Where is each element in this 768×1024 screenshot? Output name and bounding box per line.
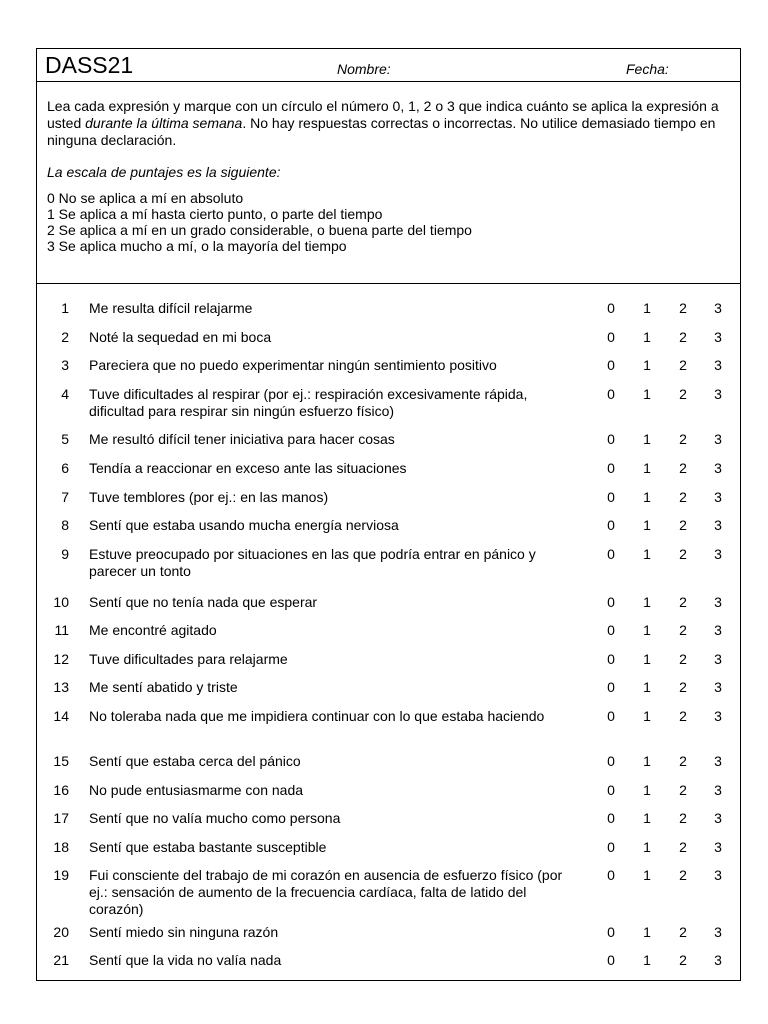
answer-option-3[interactable]: 3 bbox=[714, 753, 722, 769]
answer-option-1[interactable]: 1 bbox=[643, 329, 651, 345]
answer-option-0[interactable]: 0 bbox=[607, 622, 615, 638]
date-label: Fecha: bbox=[626, 61, 669, 77]
answer-option-0[interactable]: 0 bbox=[607, 329, 615, 345]
question-number: 5 bbox=[61, 431, 69, 447]
question-number: 13 bbox=[53, 679, 69, 695]
question-number: 1 bbox=[61, 300, 69, 316]
question-text: Sentí que estaba cerca del pánico bbox=[89, 753, 301, 769]
answer-option-2[interactable]: 2 bbox=[679, 594, 687, 610]
answer-option-2[interactable]: 2 bbox=[679, 460, 687, 476]
answer-option-2[interactable]: 2 bbox=[679, 924, 687, 940]
answer-option-1[interactable]: 1 bbox=[643, 839, 651, 855]
answer-option-3[interactable]: 3 bbox=[714, 810, 722, 826]
answer-option-1[interactable]: 1 bbox=[643, 867, 651, 883]
answer-option-0[interactable]: 0 bbox=[607, 839, 615, 855]
question-number: 3 bbox=[61, 357, 69, 373]
instructions bbox=[47, 98, 737, 254]
scale-title: La escala de puntajes es la siguiente: bbox=[47, 164, 281, 180]
answer-option-3[interactable]: 3 bbox=[714, 329, 722, 345]
answer-option-3[interactable]: 3 bbox=[714, 782, 722, 798]
question-text: Pareciera que no puedo experimentar ningún sentimiento positivo bbox=[89, 357, 497, 373]
answer-option-3[interactable]: 3 bbox=[714, 517, 722, 533]
question-number: 2 bbox=[61, 329, 69, 345]
answer-option-1[interactable]: 1 bbox=[643, 300, 651, 316]
question-number: 6 bbox=[61, 460, 69, 476]
answer-option-0[interactable]: 0 bbox=[607, 546, 615, 562]
answer-option-2[interactable]: 2 bbox=[679, 357, 687, 373]
answer-option-0[interactable]: 0 bbox=[607, 489, 615, 505]
question-text: Tuve dificultades para relajarme bbox=[89, 651, 288, 667]
answer-option-0[interactable]: 0 bbox=[607, 357, 615, 373]
question-text: Sentí que estaba bastante susceptible bbox=[89, 839, 327, 855]
answer-option-1[interactable]: 1 bbox=[643, 431, 651, 447]
scale-item: 0 No se aplica a mí en absoluto bbox=[47, 190, 244, 206]
question-text: Sentí miedo sin ninguna razón bbox=[89, 924, 279, 940]
answer-option-2[interactable]: 2 bbox=[679, 651, 687, 667]
question-text: Sentí que no tenía nada que esperar bbox=[89, 594, 318, 610]
answer-option-2[interactable]: 2 bbox=[679, 952, 687, 968]
question-number: 11 bbox=[54, 622, 69, 638]
section-divider bbox=[37, 283, 740, 284]
instructions-part-1: Lea cada expresión y marque con un círculo el número 0, 1, 2 o 3 que indica cuánto se aplica la expresión a usted bbox=[47, 98, 719, 131]
instructions-part-2: . No hay respuestas correctas o incorrectas. No utilice demasiado tiempo en ninguna declaración. bbox=[47, 115, 716, 148]
question-text: Me encontré agitado bbox=[89, 622, 217, 638]
answer-option-0[interactable]: 0 bbox=[607, 952, 615, 968]
answer-option-1[interactable]: 1 bbox=[643, 517, 651, 533]
answer-option-3[interactable]: 3 bbox=[714, 839, 722, 855]
answer-option-1[interactable]: 1 bbox=[643, 810, 651, 826]
question-text: No pude entusiasmarme con nada bbox=[89, 782, 304, 798]
answer-option-1[interactable]: 1 bbox=[643, 651, 651, 667]
answer-option-1[interactable]: 1 bbox=[643, 489, 651, 505]
answer-option-3[interactable]: 3 bbox=[714, 489, 722, 505]
answer-option-1[interactable]: 1 bbox=[643, 594, 651, 610]
answer-option-2[interactable]: 2 bbox=[679, 546, 687, 562]
answer-option-3[interactable]: 3 bbox=[714, 357, 722, 373]
question-number: 17 bbox=[53, 810, 69, 826]
question-text: Me resulta difícil relajarme bbox=[89, 300, 253, 316]
answer-option-0[interactable]: 0 bbox=[607, 924, 615, 940]
answer-option-1[interactable]: 1 bbox=[643, 924, 651, 940]
scale-list bbox=[47, 190, 737, 254]
answer-option-1[interactable]: 1 bbox=[643, 952, 651, 968]
answer-option-2[interactable]: 2 bbox=[679, 867, 687, 883]
question-number: 16 bbox=[53, 782, 69, 798]
form-title: DASS21 bbox=[45, 52, 134, 78]
question-number: 20 bbox=[53, 924, 69, 940]
answer-option-0[interactable]: 0 bbox=[607, 651, 615, 667]
question-number: 7 bbox=[61, 489, 69, 505]
name-label: Nombre: bbox=[337, 61, 391, 77]
answer-option-0[interactable]: 0 bbox=[607, 300, 615, 316]
scale-item: 2 Se aplica a mí en un grado considerable, o buena parte del tiempo bbox=[47, 222, 472, 238]
instructions-emphasis: durante la última semana bbox=[85, 115, 243, 131]
answer-option-2[interactable]: 2 bbox=[679, 753, 687, 769]
answer-option-3[interactable]: 3 bbox=[714, 867, 722, 883]
answer-option-3[interactable]: 3 bbox=[714, 924, 722, 940]
question-text: No toleraba nada que me impidiera continuar con lo que estaba haciendo bbox=[89, 708, 545, 724]
answer-option-1[interactable]: 1 bbox=[643, 386, 651, 402]
dass21-form bbox=[36, 48, 741, 981]
answer-option-1[interactable]: 1 bbox=[643, 782, 651, 798]
question-text: Tuve dificultades al respirar (por ej.: respiración excesivamente rápida, dificultad para respirar sin ningún esfuerzo físico) bbox=[89, 386, 528, 419]
answer-option-2[interactable]: 2 bbox=[679, 300, 687, 316]
scale-item: 3 Se aplica mucho a mí, o la mayoría del tiempo bbox=[47, 238, 347, 254]
answer-option-3[interactable]: 3 bbox=[714, 431, 722, 447]
scale-item: 1 Se aplica a mí hasta cierto punto, o parte del tiempo bbox=[47, 206, 383, 222]
answer-option-2[interactable]: 2 bbox=[679, 839, 687, 855]
question-text: Tendía a reaccionar en exceso ante las situaciones bbox=[89, 460, 407, 476]
answer-option-0[interactable]: 0 bbox=[607, 782, 615, 798]
question-number: 9 bbox=[61, 546, 69, 562]
answer-option-3[interactable]: 3 bbox=[714, 386, 722, 402]
question-number: 18 bbox=[53, 839, 69, 855]
answer-option-2[interactable]: 2 bbox=[679, 810, 687, 826]
question-text: Sentí que la vida no valía nada bbox=[89, 952, 282, 968]
question-number: 15 bbox=[53, 753, 69, 769]
answer-option-2[interactable]: 2 bbox=[679, 517, 687, 533]
question-text: Tuve temblores (por ej.: en las manos) bbox=[89, 489, 329, 505]
answer-option-3[interactable]: 3 bbox=[714, 679, 722, 695]
answer-option-3[interactable]: 3 bbox=[714, 460, 722, 476]
question-number: 10 bbox=[53, 594, 69, 610]
question-text: Fui consciente del trabajo de mi corazón en ausencia de esfuerzo físico (por ej.: sensación de aumento de la frecuencia cardíaca, falta de latido del corazón) bbox=[89, 867, 563, 917]
answer-option-1[interactable]: 1 bbox=[643, 622, 651, 638]
question-number: 4 bbox=[61, 386, 69, 402]
question-number: 14 bbox=[53, 708, 69, 724]
answer-option-3[interactable]: 3 bbox=[714, 651, 722, 667]
answer-option-1[interactable]: 1 bbox=[643, 460, 651, 476]
answer-option-0[interactable]: 0 bbox=[607, 517, 615, 533]
answer-option-1[interactable]: 1 bbox=[643, 708, 651, 724]
question-text: Me resultó difícil tener iniciativa para hacer cosas bbox=[89, 431, 395, 447]
question-text: Me sentí abatido y triste bbox=[89, 679, 238, 695]
question-number: 21 bbox=[53, 952, 69, 968]
answer-option-2[interactable]: 2 bbox=[679, 329, 687, 345]
answer-option-0[interactable]: 0 bbox=[607, 708, 615, 724]
question-number: 19 bbox=[53, 867, 69, 883]
question-number: 12 bbox=[53, 651, 69, 667]
answer-option-2[interactable]: 2 bbox=[679, 386, 687, 402]
question-text: Sentí que no valía mucho como persona bbox=[89, 810, 341, 826]
answer-option-0[interactable]: 0 bbox=[607, 386, 615, 402]
form-header bbox=[37, 49, 740, 82]
answer-option-0[interactable]: 0 bbox=[607, 810, 615, 826]
answer-option-0[interactable]: 0 bbox=[607, 594, 615, 610]
answer-option-2[interactable]: 2 bbox=[679, 622, 687, 638]
question-number: 8 bbox=[61, 517, 69, 533]
answer-option-3[interactable]: 3 bbox=[714, 952, 722, 968]
answer-option-1[interactable]: 1 bbox=[643, 546, 651, 562]
answer-option-1[interactable]: 1 bbox=[643, 679, 651, 695]
answer-option-2[interactable]: 2 bbox=[679, 782, 687, 798]
answer-option-1[interactable]: 1 bbox=[643, 357, 651, 373]
instructions-text bbox=[47, 98, 737, 149]
question-text: Noté la sequedad en mi boca bbox=[89, 329, 272, 345]
answer-option-2[interactable]: 2 bbox=[679, 679, 687, 695]
answer-option-0[interactable]: 0 bbox=[607, 867, 615, 883]
answer-option-3[interactable]: 3 bbox=[714, 594, 722, 610]
answer-option-3[interactable]: 3 bbox=[714, 708, 722, 724]
question-text: Estuve preocupado por situaciones en las que podría entrar en pánico y parecer un tonto bbox=[89, 546, 536, 579]
answer-option-2[interactable]: 2 bbox=[679, 431, 687, 447]
answer-option-0[interactable]: 0 bbox=[607, 753, 615, 769]
answer-option-3[interactable]: 3 bbox=[714, 622, 722, 638]
answer-option-3[interactable]: 3 bbox=[714, 300, 722, 316]
answer-option-0[interactable]: 0 bbox=[607, 431, 615, 447]
answer-option-1[interactable]: 1 bbox=[643, 753, 651, 769]
answer-option-3[interactable]: 3 bbox=[714, 546, 722, 562]
question-text: Sentí que estaba usando mucha energía nerviosa bbox=[89, 517, 399, 533]
answer-option-2[interactable]: 2 bbox=[679, 489, 687, 505]
answer-option-0[interactable]: 0 bbox=[607, 460, 615, 476]
answer-option-0[interactable]: 0 bbox=[607, 679, 615, 695]
answer-option-2[interactable]: 2 bbox=[679, 708, 687, 724]
